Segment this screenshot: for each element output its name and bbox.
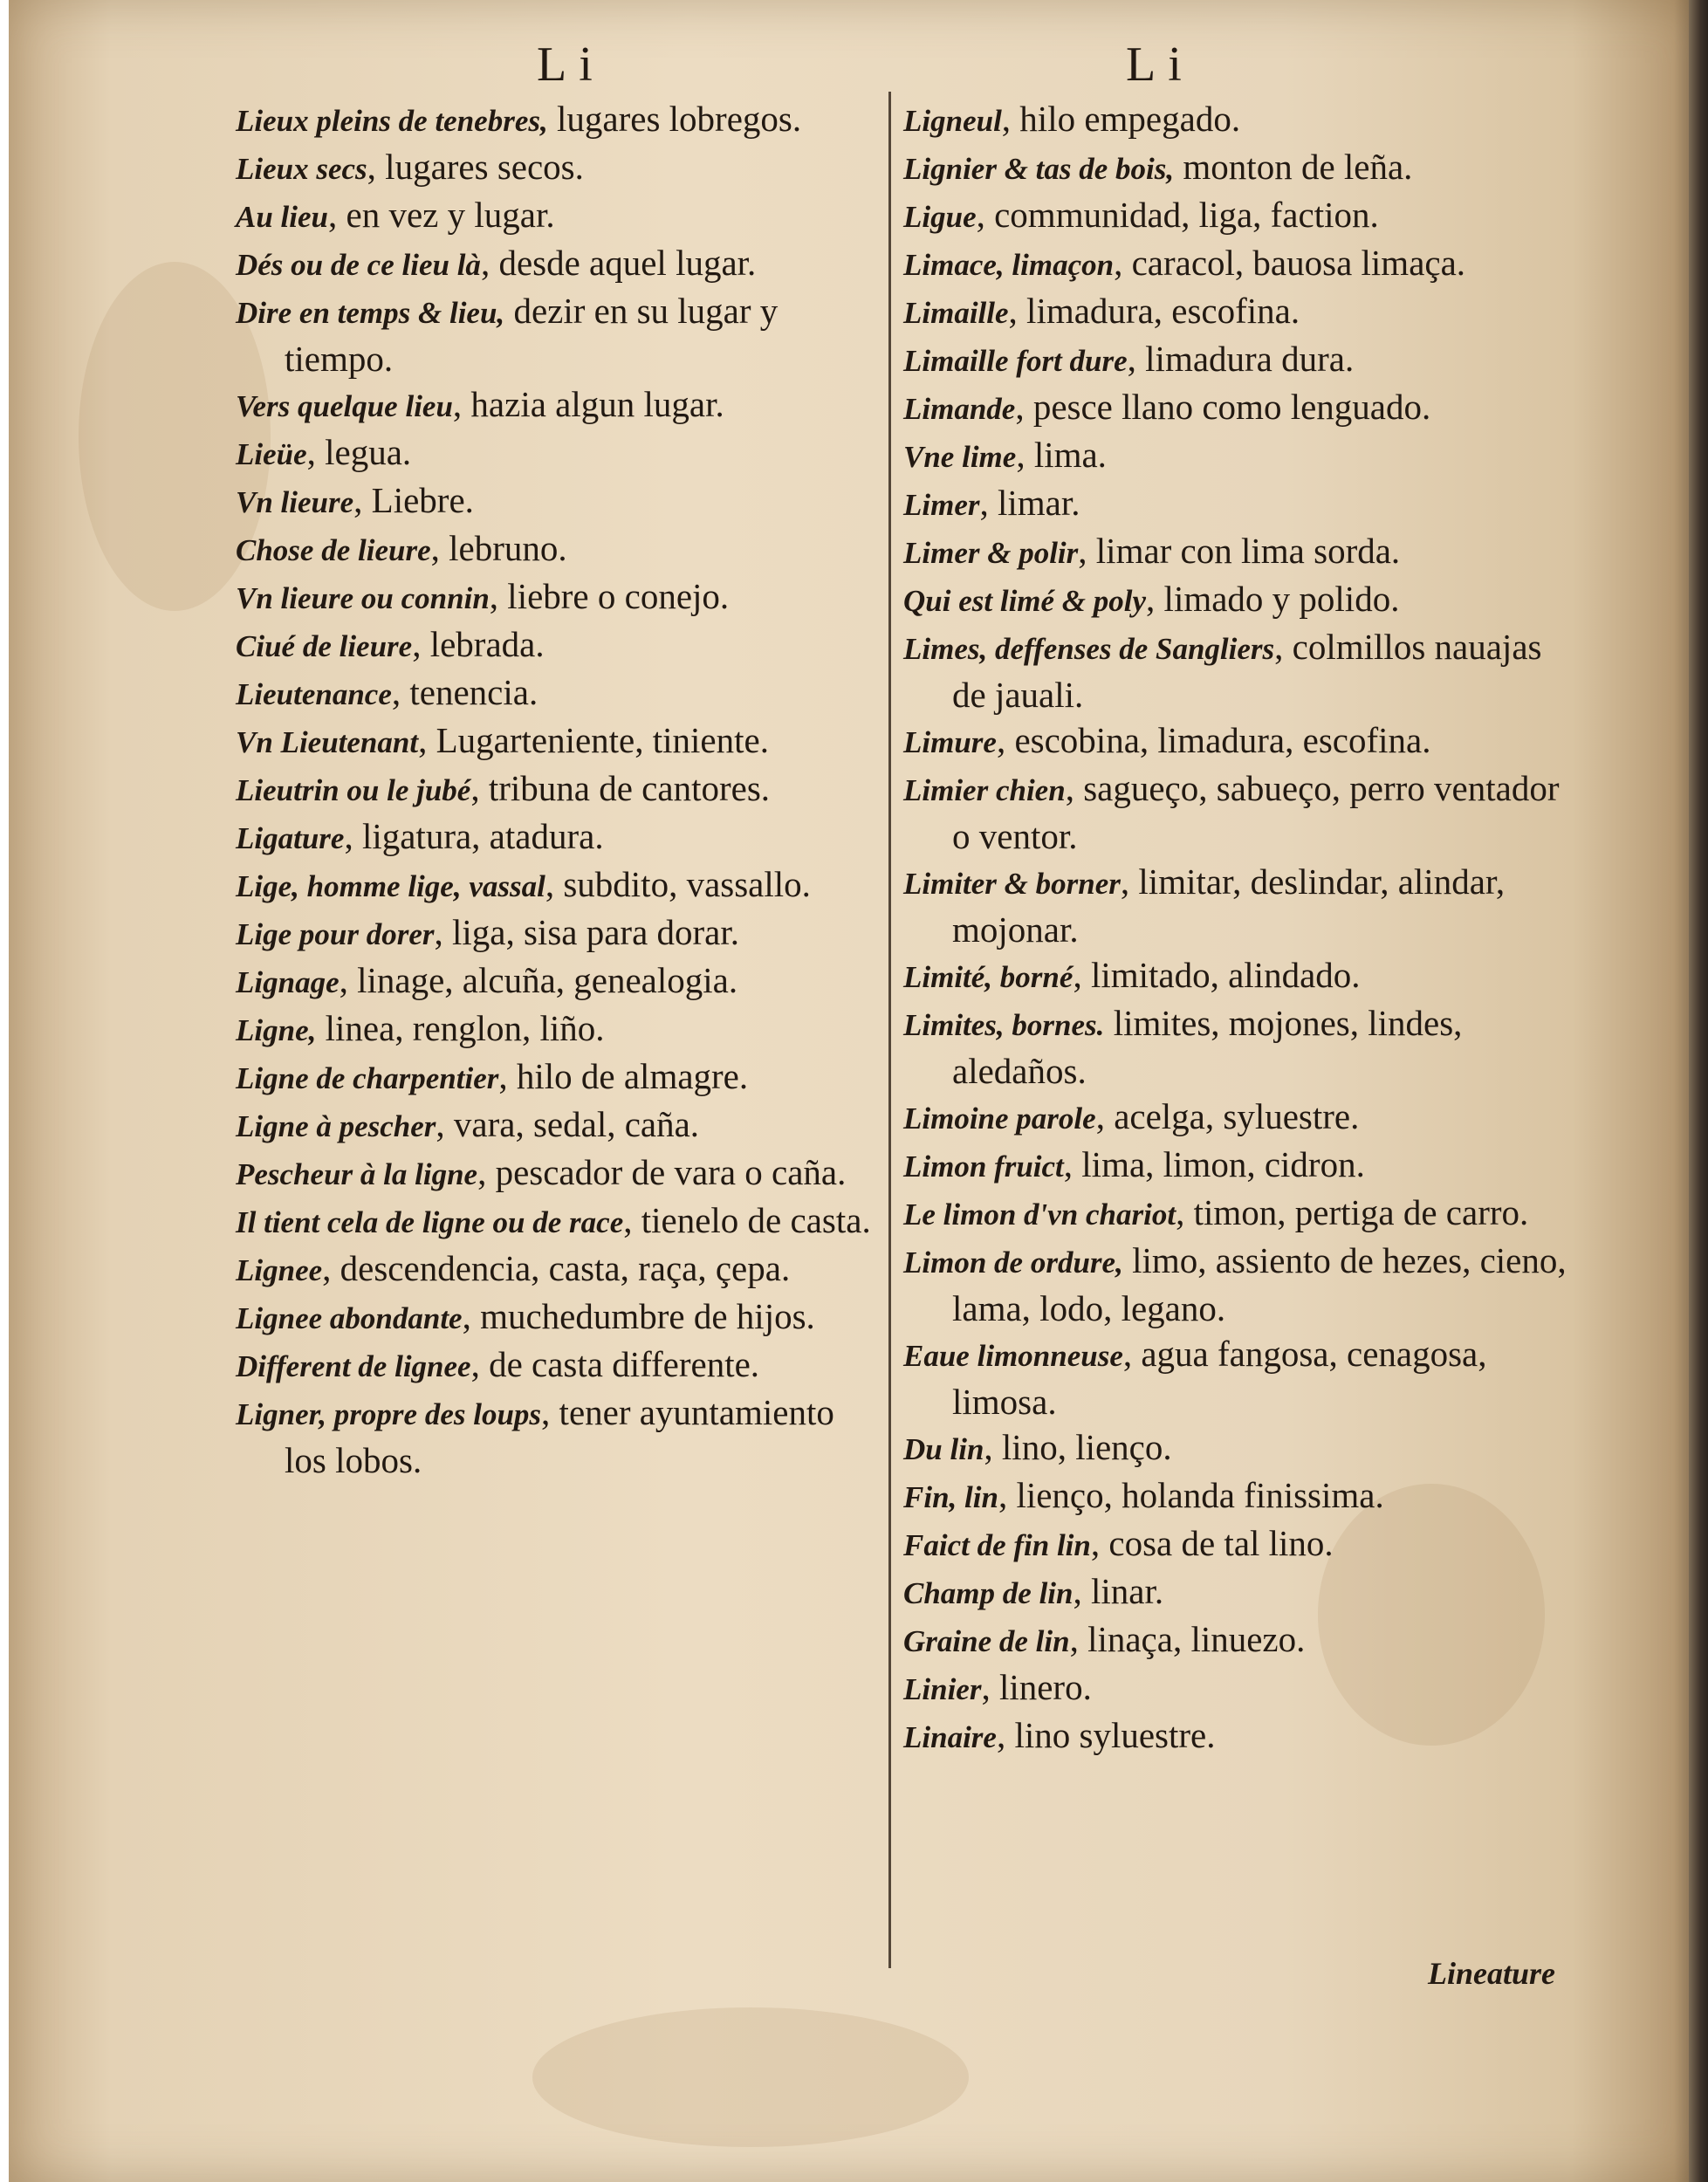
translation: , liebre o conejo.: [489, 576, 730, 616]
headword: Limon de ordure,: [903, 1245, 1123, 1280]
headword: Limes, deffenses de Sangliers: [903, 632, 1275, 666]
headword: Limoine parole: [903, 1101, 1096, 1136]
translation: , cosa de tal lino.: [1090, 1523, 1334, 1563]
dictionary-entry: [236, 96, 881, 144]
headword: Ligne à pescher: [236, 1109, 436, 1143]
headword: Linaire: [903, 1720, 997, 1754]
headword: Vn Lieutenant: [236, 725, 419, 759]
dictionary-entry: [236, 621, 881, 669]
running-header-right: Li: [1126, 38, 1194, 92]
translation: dezir en su lugar y tiempo.: [285, 291, 779, 379]
dictionary-entry: [236, 909, 881, 957]
dictionary-entry: [903, 1331, 1567, 1424]
translation: , muchedumbre de hijos.: [462, 1296, 815, 1336]
dictionary-entry: [903, 1190, 1567, 1238]
translation: , limitar, deslindar, alindar, mojonar.: [952, 861, 1506, 950]
dictionary-entry: [903, 432, 1567, 480]
dictionary-entry: [236, 525, 881, 573]
dictionary-entry: [903, 144, 1567, 192]
dictionary-entry: [903, 1142, 1567, 1190]
dictionary-entry: [236, 144, 881, 192]
headword: Ligneul: [903, 104, 1002, 138]
headword: Limiter & borner: [903, 867, 1121, 901]
translation: , timon, pertiga de carro.: [1176, 1192, 1529, 1232]
headword: Ligner, propre des loups: [236, 1397, 542, 1431]
dictionary-entry: [903, 192, 1567, 240]
headword: Il tient cela de ligne ou de race: [236, 1205, 624, 1239]
headword: Fin, lin: [903, 1480, 998, 1514]
translation: linea, renglon, liño.: [316, 1008, 605, 1048]
translation: , subdito, vassallo.: [545, 864, 811, 904]
dictionary-entry: [903, 1616, 1567, 1664]
translation: , lino syluestre.: [996, 1715, 1216, 1755]
dictionary-entry: [236, 717, 881, 765]
dictionary-entry: [236, 861, 881, 909]
dictionary-entry: [236, 669, 881, 717]
headword: Qui est limé & poly: [903, 584, 1147, 618]
translation: , limadura, escofina.: [1008, 291, 1300, 331]
translation: limo, assiento de hezes, cieno, lama, lodo, legano.: [952, 1240, 1567, 1328]
translation: , communidad, liga, faction.: [976, 195, 1379, 235]
translation: , tribuna de cantores.: [470, 768, 771, 808]
headword: Limande: [903, 392, 1016, 426]
headword: Limon fruict: [903, 1149, 1064, 1184]
translation: , linar.: [1073, 1571, 1164, 1611]
headword: Champ de lin: [903, 1576, 1074, 1610]
translation: , Lugarteniente, tiniente.: [418, 720, 769, 760]
translation: , colmillos nauajas de jauali.: [952, 627, 1542, 715]
dictionary-entry: [236, 477, 881, 525]
headword: Different de lignee: [236, 1349, 471, 1383]
dictionary-entry: [903, 952, 1567, 1000]
dictionary-entry: [236, 1005, 881, 1053]
headword: Limace, limaçon: [903, 248, 1115, 282]
translation: , lugares secos.: [367, 147, 584, 187]
translation: lugares lobregos.: [547, 99, 802, 139]
headword: Au lieu: [236, 200, 329, 234]
dictionary-entry: [236, 240, 881, 288]
dictionary-entry: [903, 480, 1567, 528]
headword: Le limon d'vn chariot: [903, 1197, 1176, 1232]
dictionary-entry: [903, 859, 1567, 952]
dictionary-entry: [236, 429, 881, 477]
dictionary-entry: [903, 240, 1567, 288]
translation: , ligatura, atadura.: [344, 816, 604, 856]
translation: , descendencia, casta, raça, çepa.: [322, 1248, 791, 1288]
headword: Faict de fin lin: [903, 1528, 1091, 1562]
book-binding-edge: [1689, 0, 1708, 2182]
headword: Lieutrin ou le jubé: [236, 773, 471, 807]
headword: Ligne,: [236, 1013, 317, 1047]
headword: Chose de lieure: [236, 533, 431, 567]
translation: , lino, lienço.: [984, 1427, 1172, 1467]
headword: Lignage: [236, 965, 340, 999]
dictionary-entry: [903, 717, 1567, 765]
column-divider: [888, 92, 891, 1968]
translation: , de casta differente.: [470, 1344, 760, 1384]
headword: Vn lieure: [236, 485, 354, 519]
headword: Lignee abondante: [236, 1301, 463, 1335]
dictionary-entry: [903, 384, 1567, 432]
dictionary-entry: [236, 765, 881, 813]
translation: , en vez y lugar.: [328, 195, 555, 235]
dictionary-entry: [903, 288, 1567, 336]
translation: , Liebre.: [353, 480, 474, 520]
translation: , limar.: [979, 483, 1080, 523]
dictionary-entry: [903, 528, 1567, 576]
translation: , pescador de vara o caña.: [477, 1152, 847, 1192]
translation: , vara, sedal, caña.: [436, 1104, 700, 1144]
dictionary-entry: [236, 573, 881, 621]
headword: Dés ou de ce lieu là: [236, 248, 481, 282]
headword: Limer & polir: [903, 536, 1079, 570]
dictionary-entry: [236, 1101, 881, 1149]
translation: , liga, sisa para dorar.: [434, 912, 740, 952]
translation: , lebruno.: [430, 528, 567, 568]
headword: Ligature: [236, 821, 345, 855]
dictionary-entry: [903, 96, 1567, 144]
headword: Limier chien: [903, 773, 1066, 807]
translation: , pesce llano como lenguado.: [1015, 387, 1431, 427]
translation: , escobina, limadura, escofina.: [996, 720, 1431, 760]
dictionary-entry: [903, 624, 1567, 717]
translation: , agua fangosa, cenagosa, limosa.: [952, 1334, 1487, 1422]
headword: Limaille fort dure: [903, 344, 1128, 378]
translation: , lima.: [1016, 435, 1107, 475]
translation: , hilo empegado.: [1001, 99, 1241, 139]
dictionary-entry: [903, 1000, 1567, 1094]
headword: Graine de lin: [903, 1624, 1070, 1658]
headword: Limites, bornes.: [903, 1008, 1105, 1042]
headword: Ligne de charpentier: [236, 1061, 499, 1095]
headword: Lieutenance: [236, 677, 392, 711]
dictionary-entry: [236, 1389, 881, 1483]
dictionary-entry: [236, 288, 881, 381]
translation: , lima, limon, cidron.: [1063, 1144, 1365, 1184]
dictionary-entry: [236, 1341, 881, 1389]
headword: Ligue: [903, 200, 977, 234]
dictionary-entry: [903, 1238, 1567, 1331]
headword: Limité, borné: [903, 960, 1074, 994]
dictionary-entry: [903, 1712, 1567, 1760]
headword: Lieux pleins de tenebres,: [236, 104, 548, 138]
translation: , tener ayuntamiento los lobos.: [285, 1392, 834, 1480]
translation: , lebrada.: [412, 624, 545, 664]
dictionary-entry: [236, 1053, 881, 1101]
dictionary-entry: [236, 1245, 881, 1293]
dictionary-entry: [236, 192, 881, 240]
dictionary-entry: [236, 1197, 881, 1245]
dictionary-entry: [903, 1568, 1567, 1616]
translation: , hilo de almagre.: [498, 1056, 749, 1096]
headword: Du lin: [903, 1432, 984, 1466]
left-column: [236, 96, 881, 1483]
translation: , limitado, alindado.: [1073, 955, 1361, 995]
dictionary-entry: [903, 1094, 1567, 1142]
dictionary-entry: [903, 1424, 1567, 1472]
translation: , linaça, linuezo.: [1069, 1619, 1306, 1659]
headword: Dire en temps & lieu,: [236, 296, 505, 330]
headword: Lignier & tas de bois,: [903, 152, 1175, 186]
dictionary-entry: [236, 957, 881, 1005]
catchword: Lineature: [1427, 1956, 1555, 1991]
headword: Lieüe: [236, 437, 307, 471]
headword: Ciué de lieure: [236, 629, 413, 663]
translation: , limado y polido.: [1146, 579, 1400, 619]
headword: Lignee: [236, 1253, 323, 1287]
dictionary-entry: [236, 813, 881, 861]
headword: Limer: [903, 488, 980, 522]
headword: Lieux secs: [236, 152, 367, 186]
translation: , hazia algun lugar.: [452, 384, 724, 424]
headword: Vn lieure ou connin: [236, 581, 490, 615]
right-column: [903, 96, 1567, 1760]
dictionary-entry: [236, 1149, 881, 1197]
translation: , tienelo de casta.: [623, 1200, 871, 1240]
running-header-left: Li: [537, 38, 605, 92]
headword: Lige, homme lige, vassal: [236, 869, 545, 903]
headword: Lige pour dorer: [236, 917, 435, 951]
translation: , acelga, syluestre.: [1095, 1096, 1360, 1136]
translation: , sagueço, sabueço, perro ventador o ventor.: [952, 768, 1560, 856]
translation: , linage, alcuña, genealogia.: [339, 960, 738, 1000]
dictionary-entry: [903, 765, 1567, 859]
dictionary-entry: [903, 1520, 1567, 1568]
headword: Vers quelque lieu: [236, 389, 453, 423]
dictionary-entry: [903, 1664, 1567, 1712]
translation: , limar con lima sorda.: [1078, 531, 1401, 571]
translation: , limadura dura.: [1127, 339, 1355, 379]
translation: , desde aquel lugar.: [480, 243, 757, 283]
headword: Eaue limonneuse: [903, 1339, 1123, 1373]
dictionary-entry: [236, 1293, 881, 1341]
headword: Limure: [903, 725, 997, 759]
dictionary-entry: [903, 336, 1567, 384]
translation: limites, mojones, lindes, aledaños.: [952, 1003, 1463, 1091]
headword: Linier: [903, 1672, 982, 1706]
translation: , linero.: [981, 1667, 1092, 1707]
translation: , caracol, bauosa limaça.: [1114, 243, 1466, 283]
dictionary-entry: [236, 381, 881, 429]
headword: Vne lime: [903, 440, 1017, 474]
translation: , legua.: [306, 432, 412, 472]
dictionary-entry: [903, 576, 1567, 624]
dictionary-entry: [903, 1472, 1567, 1520]
headword: Limaille: [903, 296, 1009, 330]
translation: , lienço, holanda finissima.: [998, 1475, 1384, 1515]
translation: monton de leña.: [1174, 147, 1413, 187]
headword: Pescheur à la ligne: [236, 1157, 478, 1191]
translation: , tenencia.: [391, 672, 538, 712]
